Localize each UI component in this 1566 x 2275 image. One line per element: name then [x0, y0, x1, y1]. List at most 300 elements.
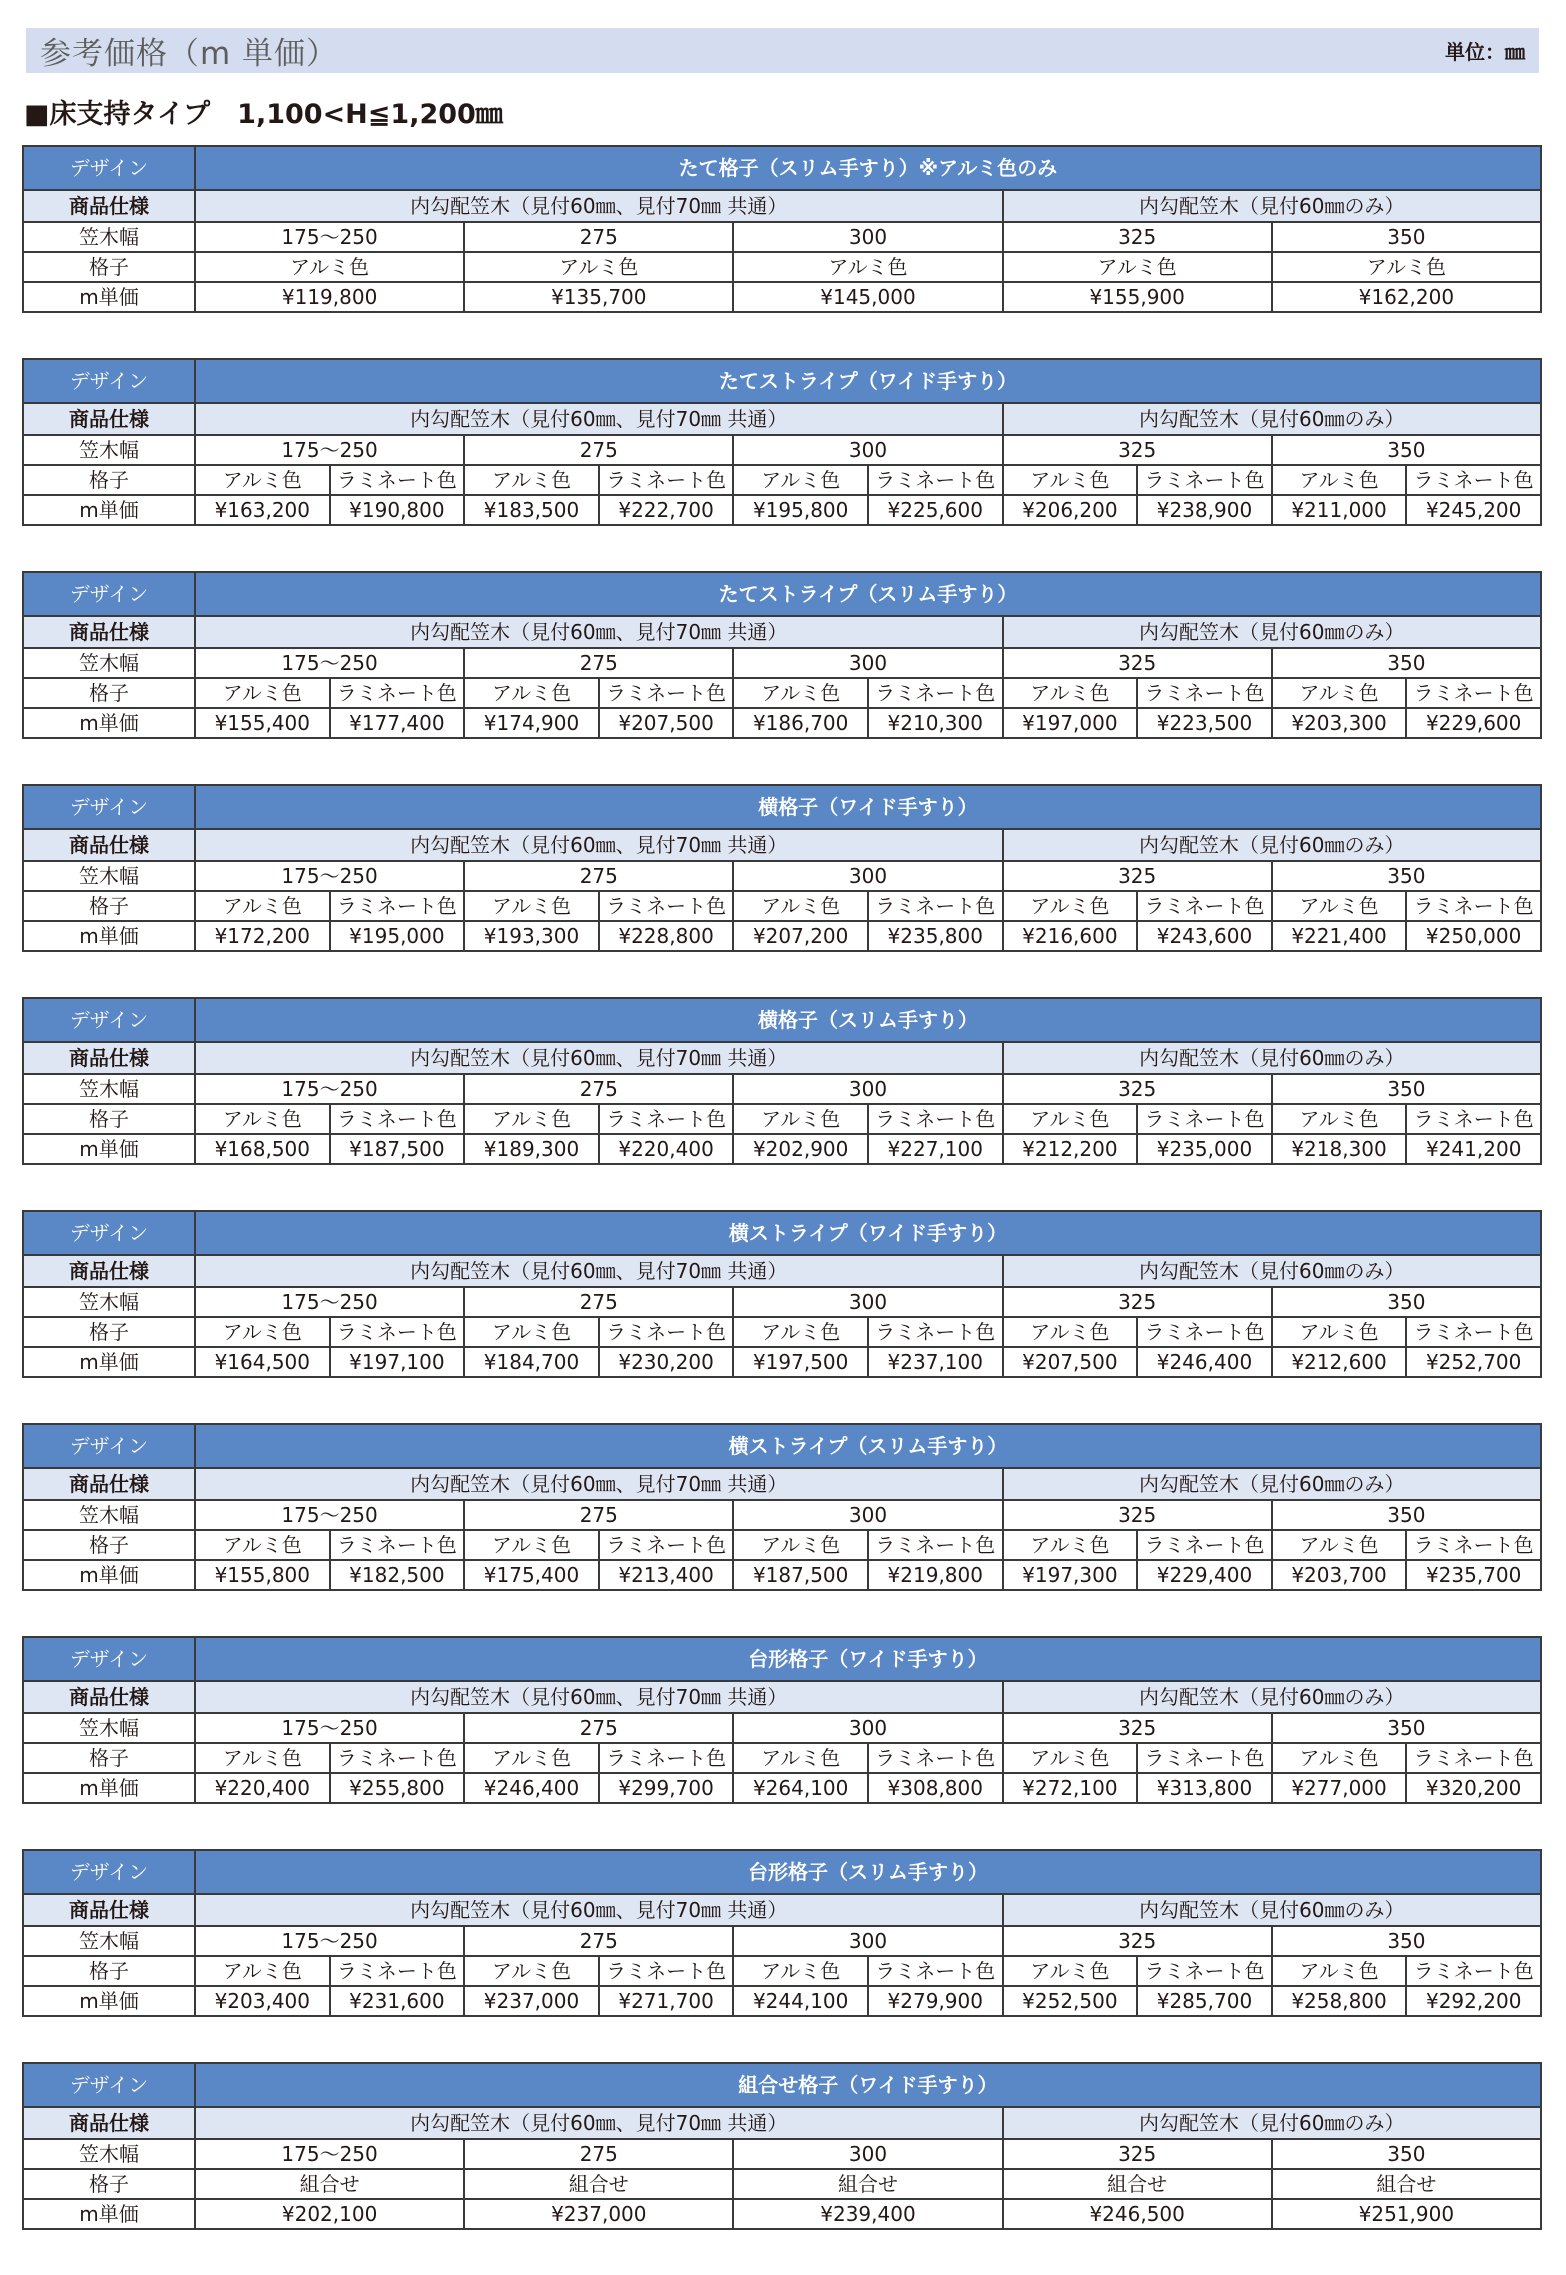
width-value: 275 [464, 1500, 733, 1530]
lattice-color-alumi: アルミ色 [464, 1956, 599, 1986]
spec-common: 内勾配笠木（見付60㎜、見付70㎜ 共通） [195, 190, 1003, 222]
width-label: 笠木幅 [23, 435, 195, 465]
design-name: たてストライプ（スリム手すり） [195, 572, 1541, 616]
lattice-color-alumi: アルミ色 [195, 1743, 330, 1773]
width-value: 175〜250 [195, 648, 464, 678]
price-label: m単価 [23, 1347, 195, 1377]
design-row [23, 1424, 1541, 1468]
spec-row [23, 1255, 1541, 1287]
lattice-color-alumi: アルミ色 [733, 678, 868, 708]
lattice-color-alumi: アルミ色 [464, 1317, 599, 1347]
lattice-color-laminate: ラミネート色 [599, 1104, 734, 1134]
lattice-label: 格子 [23, 2169, 195, 2199]
price-value: ¥202,100 [195, 2199, 464, 2229]
price-value: ¥164,500 [195, 1347, 330, 1377]
price-value: ¥225,600 [868, 495, 1003, 525]
price-table [22, 1849, 1542, 2017]
price-value: ¥211,000 [1272, 495, 1407, 525]
price-value: ¥189,300 [464, 1134, 599, 1164]
lattice-color-alumi: アルミ色 [733, 1530, 868, 1560]
width-value: 300 [733, 435, 1002, 465]
lattice-label: 格子 [23, 678, 195, 708]
lattice-label: 格子 [23, 1743, 195, 1773]
design-name: たてストライプ（ワイド手すり） [195, 359, 1541, 403]
width-value: 300 [733, 1287, 1002, 1317]
spec-60-only: 内勾配笠木（見付60㎜のみ） [1003, 403, 1541, 435]
price-value: ¥168,500 [195, 1134, 330, 1164]
lattice-color: アルミ色 [195, 252, 464, 282]
lattice-color-laminate: ラミネート色 [330, 891, 465, 921]
lattice-color-laminate: ラミネート色 [599, 891, 734, 921]
price-value: ¥163,200 [195, 495, 330, 525]
spec-row [23, 1894, 1541, 1926]
price-label: m単価 [23, 495, 195, 525]
price-row [23, 1134, 1541, 1164]
lattice-label: 格子 [23, 465, 195, 495]
price-row [23, 921, 1541, 951]
design-label: デザイン [23, 572, 195, 616]
width-value: 300 [733, 1500, 1002, 1530]
spec-label: 商品仕様 [23, 1255, 195, 1287]
width-value: 325 [1003, 1926, 1272, 1956]
price-value: ¥313,800 [1137, 1773, 1272, 1803]
lattice-color-alumi: アルミ色 [195, 465, 330, 495]
spec-label: 商品仕様 [23, 1042, 195, 1074]
width-row [23, 861, 1541, 891]
lattice-color-laminate: ラミネート色 [1137, 1317, 1272, 1347]
price-row [23, 1347, 1541, 1377]
lattice-color-alumi: アルミ色 [195, 891, 330, 921]
spec-label: 商品仕様 [23, 829, 195, 861]
lattice-color-alumi: アルミ色 [1003, 891, 1138, 921]
price-value: ¥212,200 [1003, 1134, 1138, 1164]
lattice-color-alumi: アルミ色 [464, 678, 599, 708]
lattice-color-alumi: アルミ色 [1003, 465, 1138, 495]
lattice-row [23, 1104, 1541, 1134]
page-title: 参考価格（m 単価） [40, 36, 339, 72]
price-label: m単価 [23, 1560, 195, 1590]
spec-row [23, 616, 1541, 648]
width-value: 300 [733, 861, 1002, 891]
price-value: ¥212,600 [1272, 1347, 1407, 1377]
price-value: ¥197,300 [1003, 1560, 1138, 1590]
price-table [22, 997, 1542, 1165]
width-value: 300 [733, 222, 1002, 252]
lattice-color-laminate: ラミネート色 [1137, 1104, 1272, 1134]
width-label: 笠木幅 [23, 1926, 195, 1956]
width-value: 275 [464, 1074, 733, 1104]
spec-60-only: 内勾配笠木（見付60㎜のみ） [1003, 1894, 1542, 1926]
lattice-row [23, 465, 1541, 495]
price-value: ¥258,800 [1272, 1986, 1407, 2016]
lattice-color: 組合せ [464, 2169, 733, 2199]
spec-row [23, 2107, 1541, 2139]
design-row [23, 1850, 1541, 1894]
lattice-color-laminate: ラミネート色 [599, 465, 734, 495]
spec-label: 商品仕様 [23, 1894, 195, 1926]
lattice-color-laminate: ラミネート色 [868, 678, 1003, 708]
header-bar [26, 28, 1539, 73]
price-value: ¥220,400 [195, 1773, 330, 1803]
design-label: デザイン [23, 1637, 195, 1681]
lattice-label: 格子 [23, 1317, 195, 1347]
design-label: デザイン [23, 359, 195, 403]
width-value: 350 [1272, 1926, 1541, 1956]
spec-label: 商品仕様 [23, 1681, 195, 1713]
lattice-color-laminate: ラミネート色 [868, 891, 1003, 921]
lattice-row [23, 1317, 1541, 1347]
lattice-color-laminate: ラミネート色 [599, 1743, 734, 1773]
design-row [23, 572, 1541, 616]
lattice-color-laminate: ラミネート色 [1406, 1956, 1541, 1986]
width-value: 325 [1003, 1287, 1272, 1317]
width-value: 350 [1272, 435, 1541, 465]
lattice-color-laminate: ラミネート色 [1406, 678, 1541, 708]
price-row [23, 708, 1541, 738]
lattice-color: アルミ色 [464, 252, 733, 282]
width-value: 350 [1272, 648, 1541, 678]
price-value: ¥237,000 [464, 1986, 599, 2016]
price-value: ¥237,000 [464, 2199, 733, 2229]
lattice-row [23, 2169, 1541, 2199]
lattice-color-alumi: アルミ色 [1272, 1317, 1407, 1347]
lattice-color-alumi: アルミ色 [195, 1530, 330, 1560]
price-table [22, 571, 1542, 739]
width-value: 300 [733, 1926, 1002, 1956]
spec-60-only: 内勾配笠木（見付60㎜のみ） [1003, 1255, 1541, 1287]
width-value: 325 [1003, 222, 1272, 252]
price-value: ¥237,100 [868, 1347, 1003, 1377]
width-value: 325 [1003, 2139, 1272, 2169]
lattice-color: 組合せ [1003, 2169, 1272, 2199]
lattice-color-alumi: アルミ色 [464, 1743, 599, 1773]
spec-common: 内勾配笠木（見付60㎜、見付70㎜ 共通） [195, 2107, 1003, 2139]
price-value: ¥135,700 [464, 282, 733, 312]
price-table [22, 1423, 1542, 1591]
price-value: ¥230,200 [599, 1347, 734, 1377]
spec-row [23, 1042, 1541, 1074]
width-value: 325 [1003, 1713, 1272, 1743]
lattice-color-alumi: アルミ色 [1272, 891, 1407, 921]
price-value: ¥203,400 [195, 1986, 330, 2016]
design-name: 台形格子（ワイド手すり） [195, 1637, 1541, 1681]
width-label: 笠木幅 [23, 861, 195, 891]
lattice-color-alumi: アルミ色 [1003, 1743, 1138, 1773]
lattice-color-laminate: ラミネート色 [1137, 465, 1272, 495]
design-name: 横ストライプ（スリム手すり） [195, 1424, 1541, 1468]
width-row [23, 1926, 1541, 1956]
lattice-color-alumi: アルミ色 [733, 1743, 868, 1773]
lattice-label: 格子 [23, 252, 195, 282]
price-table [22, 1636, 1542, 1804]
price-value: ¥271,700 [599, 1986, 734, 2016]
price-value: ¥182,500 [330, 1560, 465, 1590]
width-value: 350 [1272, 1500, 1541, 1530]
width-value: 350 [1272, 1287, 1541, 1317]
lattice-color-laminate: ラミネート色 [1137, 678, 1272, 708]
lattice-color-laminate: ラミネート色 [330, 1317, 465, 1347]
price-value: ¥235,700 [1406, 1560, 1541, 1590]
spec-row [23, 1681, 1541, 1713]
price-value: ¥238,900 [1137, 495, 1272, 525]
spec-row [23, 190, 1541, 222]
lattice-color-laminate: ラミネート色 [868, 1530, 1003, 1560]
price-value: ¥235,800 [868, 921, 1003, 951]
width-label: 笠木幅 [23, 222, 195, 252]
price-label: m単価 [23, 282, 195, 312]
lattice-color-laminate: ラミネート色 [330, 1956, 465, 1986]
width-row [23, 435, 1541, 465]
width-value: 275 [464, 1713, 733, 1743]
width-value: 350 [1272, 1074, 1541, 1104]
design-row [23, 2063, 1541, 2107]
width-label: 笠木幅 [23, 1500, 195, 1530]
price-row [23, 495, 1541, 525]
price-value: ¥207,500 [599, 708, 734, 738]
price-value: ¥218,300 [1272, 1134, 1407, 1164]
section-subtitle: ■床支持タイプ 1,100<H≦1,200㎜ [24, 99, 503, 130]
width-value: 325 [1003, 1074, 1272, 1104]
spec-label: 商品仕様 [23, 2107, 195, 2139]
price-value: ¥245,200 [1406, 495, 1541, 525]
price-row [23, 1986, 1541, 2016]
price-label: m単価 [23, 1134, 195, 1164]
price-value: ¥251,900 [1272, 2199, 1541, 2229]
lattice-color-alumi: アルミ色 [195, 1317, 330, 1347]
lattice-color-alumi: アルミ色 [1003, 1530, 1138, 1560]
spec-common: 内勾配笠木（見付60㎜、見付70㎜ 共通） [195, 1681, 1003, 1713]
design-label: デザイン [23, 1424, 195, 1468]
price-table [22, 784, 1542, 952]
price-row [23, 1773, 1541, 1803]
price-label: m単価 [23, 2199, 195, 2229]
price-value: ¥252,700 [1406, 1347, 1541, 1377]
price-value: ¥292,200 [1406, 1986, 1541, 2016]
price-label: m単価 [23, 708, 195, 738]
width-value: 350 [1272, 222, 1541, 252]
price-value: ¥308,800 [868, 1773, 1003, 1803]
design-name: 組合せ格子（ワイド手すり） [195, 2063, 1541, 2107]
spec-label: 商品仕様 [23, 616, 195, 648]
price-value: ¥210,300 [868, 708, 1003, 738]
spec-60-only: 内勾配笠木（見付60㎜のみ） [1003, 190, 1541, 222]
price-value: ¥184,700 [464, 1347, 599, 1377]
width-label: 笠木幅 [23, 1713, 195, 1743]
price-value: ¥216,600 [1003, 921, 1138, 951]
price-value: ¥174,900 [464, 708, 599, 738]
design-label: デザイン [23, 146, 195, 190]
price-value: ¥222,700 [599, 495, 734, 525]
price-value: ¥187,500 [330, 1134, 465, 1164]
design-row [23, 359, 1541, 403]
width-value: 350 [1272, 1713, 1541, 1743]
lattice-color-laminate: ラミネート色 [1406, 1317, 1541, 1347]
lattice-row [23, 678, 1541, 708]
design-row [23, 146, 1541, 190]
lattice-color-laminate: ラミネート色 [330, 1743, 465, 1773]
lattice-row [23, 891, 1541, 921]
design-label: デザイン [23, 998, 195, 1042]
lattice-color-laminate: ラミネート色 [599, 1956, 734, 1986]
lattice-color-alumi: アルミ色 [733, 1104, 868, 1134]
lattice-color-laminate: ラミネート色 [1406, 891, 1541, 921]
price-value: ¥252,500 [1003, 1986, 1138, 2016]
unit-label: 単位：㎜ [1445, 40, 1525, 64]
spec-common: 内勾配笠木（見付60㎜、見付70㎜ 共通） [195, 1894, 1003, 1926]
price-value: ¥155,900 [1003, 282, 1272, 312]
price-value: ¥241,200 [1406, 1134, 1541, 1164]
spec-60-only: 内勾配笠木（見付60㎜のみ） [1003, 1681, 1541, 1713]
price-value: ¥320,200 [1406, 1773, 1541, 1803]
width-row [23, 1287, 1541, 1317]
width-value: 175〜250 [195, 1500, 464, 1530]
lattice-color-alumi: アルミ色 [733, 891, 868, 921]
spec-60-only: 内勾配笠木（見付60㎜のみ） [1003, 616, 1541, 648]
price-table [22, 2062, 1542, 2230]
lattice-label: 格子 [23, 1530, 195, 1560]
lattice-color-laminate: ラミネート色 [1137, 1743, 1272, 1773]
lattice-color-alumi: アルミ色 [195, 1104, 330, 1134]
price-value: ¥155,400 [195, 708, 330, 738]
lattice-row [23, 1530, 1541, 1560]
price-value: ¥279,900 [868, 1986, 1003, 2016]
width-label: 笠木幅 [23, 1287, 195, 1317]
price-value: ¥221,400 [1272, 921, 1407, 951]
lattice-color-alumi: アルミ色 [1272, 465, 1407, 495]
price-table [22, 358, 1542, 526]
price-value: ¥203,300 [1272, 708, 1407, 738]
price-value: ¥193,300 [464, 921, 599, 951]
width-value: 275 [464, 2139, 733, 2169]
lattice-color-alumi: アルミ色 [1003, 678, 1138, 708]
lattice-color-alumi: アルミ色 [195, 1956, 330, 1986]
spec-label: 商品仕様 [23, 1468, 195, 1500]
lattice-color-alumi: アルミ色 [733, 1956, 868, 1986]
spec-60-only: 内勾配笠木（見付60㎜のみ） [1003, 1468, 1541, 1500]
price-value: ¥227,100 [868, 1134, 1003, 1164]
price-value: ¥243,600 [1137, 921, 1272, 951]
price-value: ¥183,500 [464, 495, 599, 525]
spec-common: 内勾配笠木（見付60㎜、見付70㎜ 共通） [195, 1468, 1003, 1500]
price-value: ¥145,000 [733, 282, 1002, 312]
lattice-color-alumi: アルミ色 [464, 1104, 599, 1134]
spec-common: 内勾配笠木（見付60㎜、見付70㎜ 共通） [195, 1255, 1003, 1287]
lattice-color-laminate: ラミネート色 [599, 1530, 734, 1560]
lattice-label: 格子 [23, 1956, 195, 1986]
price-value: ¥244,100 [733, 1986, 868, 2016]
lattice-color-laminate: ラミネート色 [868, 1317, 1003, 1347]
width-value: 325 [1003, 648, 1272, 678]
width-value: 175〜250 [195, 1287, 464, 1317]
width-value: 175〜250 [195, 861, 464, 891]
price-value: ¥255,800 [330, 1773, 465, 1803]
price-value: ¥231,600 [330, 1986, 465, 2016]
lattice-color-alumi: アルミ色 [464, 465, 599, 495]
price-value: ¥202,900 [733, 1134, 868, 1164]
price-label: m単価 [23, 1986, 195, 2016]
spec-common: 内勾配笠木（見付60㎜、見付70㎜ 共通） [195, 616, 1003, 648]
lattice-label: 格子 [23, 1104, 195, 1134]
lattice-color-laminate: ラミネート色 [599, 1317, 734, 1347]
lattice-color-alumi: アルミ色 [464, 891, 599, 921]
price-value: ¥197,500 [733, 1347, 868, 1377]
width-value: 300 [733, 1074, 1002, 1104]
width-value: 300 [733, 648, 1002, 678]
spec-label: 商品仕様 [23, 403, 195, 435]
width-value: 300 [733, 1713, 1002, 1743]
price-value: ¥206,200 [1003, 495, 1138, 525]
price-table [22, 1210, 1542, 1378]
lattice-color-laminate: ラミネート色 [1406, 1530, 1541, 1560]
width-value: 175〜250 [195, 1713, 464, 1743]
spec-row [23, 403, 1541, 435]
lattice-color-alumi: アルミ色 [464, 1530, 599, 1560]
width-row [23, 1074, 1541, 1104]
price-value: ¥187,500 [733, 1560, 868, 1590]
design-row [23, 1637, 1541, 1681]
width-row [23, 2139, 1541, 2169]
lattice-color-alumi: アルミ色 [733, 1317, 868, 1347]
width-label: 笠木幅 [23, 648, 195, 678]
price-row [23, 1560, 1541, 1590]
lattice-color-laminate: ラミネート色 [330, 1104, 465, 1134]
price-value: ¥195,800 [733, 495, 868, 525]
lattice-color-laminate: ラミネート色 [1137, 1956, 1272, 1986]
price-value: ¥285,700 [1137, 1986, 1272, 2016]
spec-60-only: 内勾配笠木（見付60㎜のみ） [1003, 2107, 1541, 2139]
lattice-color: アルミ色 [1272, 252, 1541, 282]
price-value: ¥162,200 [1272, 282, 1541, 312]
price-value: ¥246,500 [1003, 2199, 1272, 2229]
design-name: たて格子（スリム手すり）※アルミ色のみ [195, 146, 1541, 190]
width-row [23, 648, 1541, 678]
spec-60-only: 内勾配笠木（見付60㎜のみ） [1003, 1042, 1542, 1074]
lattice-color-laminate: ラミネート色 [868, 1104, 1003, 1134]
width-value: 175〜250 [195, 222, 464, 252]
price-label: m単価 [23, 1773, 195, 1803]
design-row [23, 1211, 1541, 1255]
design-row [23, 785, 1541, 829]
lattice-color-alumi: アルミ色 [1272, 678, 1407, 708]
price-value: ¥197,100 [330, 1347, 465, 1377]
width-label: 笠木幅 [23, 2139, 195, 2169]
lattice-color-alumi: アルミ色 [1272, 1104, 1407, 1134]
price-value: ¥246,400 [464, 1773, 599, 1803]
width-value: 300 [733, 2139, 1002, 2169]
lattice-color-laminate: ラミネート色 [868, 1743, 1003, 1773]
width-value: 275 [464, 222, 733, 252]
width-row [23, 222, 1541, 252]
price-value: ¥207,500 [1003, 1347, 1138, 1377]
design-name: 横格子（スリム手すり） [195, 998, 1541, 1042]
price-value: ¥207,200 [733, 921, 868, 951]
price-value: ¥229,400 [1137, 1560, 1272, 1590]
price-value: ¥250,000 [1406, 921, 1541, 951]
lattice-color-alumi: アルミ色 [1003, 1104, 1138, 1134]
width-value: 325 [1003, 435, 1272, 465]
price-value: ¥272,100 [1003, 1773, 1138, 1803]
lattice-row [23, 1956, 1541, 1986]
width-value: 275 [464, 648, 733, 678]
lattice-color-laminate: ラミネート色 [1137, 891, 1272, 921]
price-value: ¥175,400 [464, 1560, 599, 1590]
lattice-color: 組合せ [1272, 2169, 1541, 2199]
price-value: ¥190,800 [330, 495, 465, 525]
design-label: デザイン [23, 785, 195, 829]
price-value: ¥155,800 [195, 1560, 330, 1590]
spec-row [23, 829, 1541, 861]
price-value: ¥220,400 [599, 1134, 734, 1164]
